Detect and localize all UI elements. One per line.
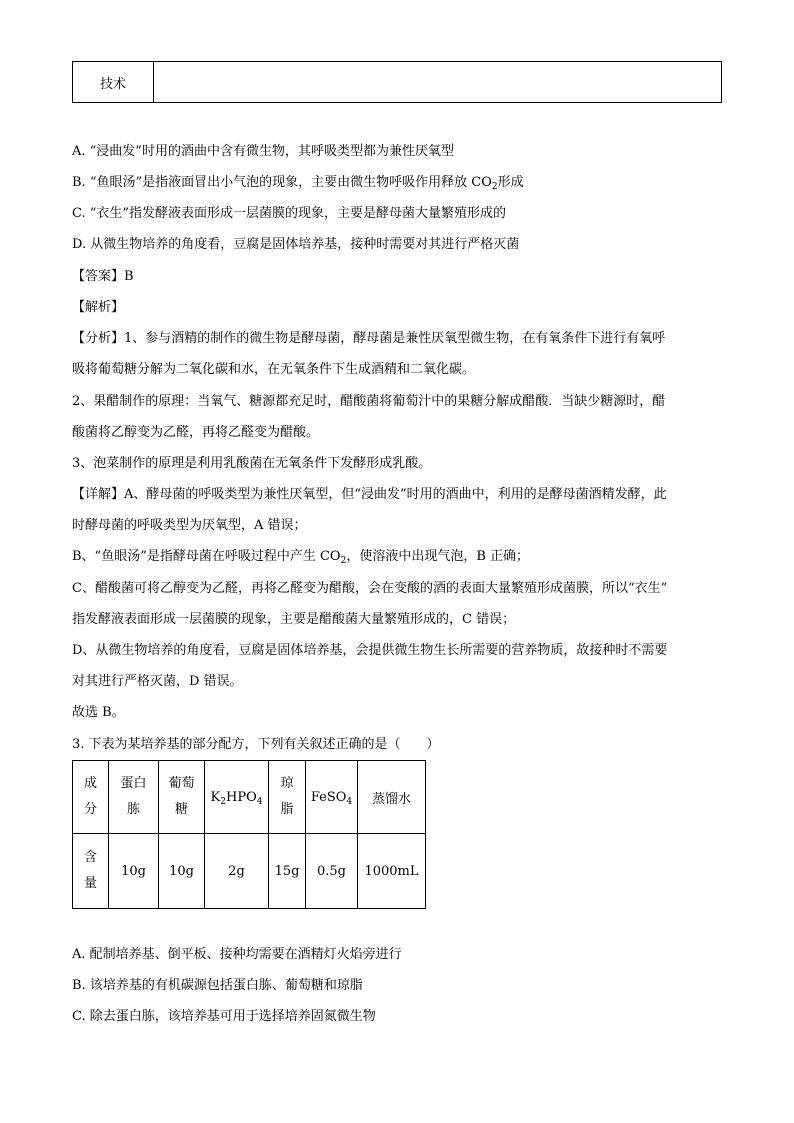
answer-label: 【答案】 — [72, 269, 125, 284]
q3-option-b: B. 该培养基的有机碳源包括蛋白胨、葡萄糖和琼脂 — [72, 978, 363, 993]
q2-option-a: A. “浸曲发”时用的酒曲中含有微生物，其呼吸类型都为兼性厌氧型 — [72, 144, 454, 159]
header-agar: 琼 脂 — [269, 761, 306, 834]
recipe-table — [72, 760, 426, 909]
amount-glucose: 10g — [159, 834, 205, 909]
detail-a-line1: 【详解】A、酵母菌的呼吸类型为兼性厌氧型，但“浸曲发”时用的酒曲中，利用的是酵母菌酒精发酵，此 — [72, 487, 667, 502]
amount-feso4: 0.5g — [306, 834, 358, 909]
q3-stem: 3. 下表为某培养基的部分配方，下列有关叙述正确的是（ ） — [72, 737, 440, 752]
header-peptone: 蛋白 胨 — [109, 761, 159, 834]
header-glucose: 葡萄 糖 — [159, 761, 205, 834]
amount-agar: 15g — [269, 834, 306, 909]
top-table-label: 技术 — [73, 62, 154, 103]
analysis-p1-line2: 吸将葡萄糖分解为二氧化碳和水，在无氧条件下生成酒精和二氧化碳。 — [72, 362, 476, 377]
row-label-amount: 含 量 — [73, 834, 109, 909]
top-table-content — [154, 62, 722, 103]
detail-d-line2: 对其进行严格灭菌，D 错误。 — [72, 674, 243, 689]
amount-peptone: 10g — [109, 834, 159, 909]
header-ingredient: 成 分 — [73, 761, 109, 834]
header-k2hpo4: $K_2HPO_4$ — [205, 761, 269, 834]
analysis-p2-line2: 酸菌将乙醇变为乙醛，再将乙醛变为醋酸。 — [72, 425, 320, 440]
q3-option-c: C. 除去蛋白胨，该培养基可用于选择培养固氮微生物 — [72, 1009, 376, 1024]
detail-d-line1: D、从微生物培养的角度看，豆腐是固体培养基，会提供微生物生长所需要的营养物质，故接种时不需要 — [72, 643, 668, 658]
analysis-p3: 3、泡菜制作的原理是利用乳酸菌在无氧条件下发酵形成乳酸。 — [72, 456, 432, 471]
recipe-header-row — [73, 761, 426, 834]
header-feso4: FeSO$_4$ — [306, 761, 358, 834]
header-water: 蒸馏水 — [358, 761, 426, 834]
amount-k2hpo4: 2g — [205, 834, 269, 909]
detail-c-line1: C、醋酸菌可将乙醇变为乙醛，再将乙醛变为醋酸，会在变酸的酒的表面大量繁殖形成菌膜，所以“衣生” — [72, 581, 668, 596]
analysis-p2-line1: 2、果醋制作的原理：当氧气、糖源都充足时，醋酸菌将葡萄汁中的果糖分解成醋酸．当缺少糖源时，醋 — [72, 394, 666, 409]
recipe-amount-row — [73, 834, 426, 909]
q2-option-d: D. 从微生物培养的角度看，豆腐是固体培养基，接种时需要对其进行严格灭菌 — [72, 237, 520, 252]
q2-option-c: C. “衣生”指发酵液表面形成一层菌膜的现象，主要是酵母菌大量繁殖形成的 — [72, 206, 507, 221]
detail-c-line2: 指发酵液表面形成一层菌膜的现象，主要是醋酸菌大量繁殖形成的，C 错误； — [72, 612, 516, 627]
analysis-p1-line1: 【分析】1、参与酒精的制作的微生物是酵母菌，酵母菌是兼性厌氧型微生物，在有氧条件下进行有氧呼 — [72, 331, 666, 346]
amount-water: 1000mL — [358, 834, 426, 909]
q3-option-a: A. 配制培养基、倒平板、接种均需要在酒精灯火焰旁进行 — [72, 947, 402, 962]
top-table — [72, 61, 722, 103]
analysis-label: 【解析】 — [72, 300, 125, 315]
q2-option-b: B. “鱼眼汤”是指液面冒出小气泡的现象，主要由微生物呼吸作用释放 $CO_2$形成 — [72, 175, 524, 192]
detail-a-line2: 时酵母菌的呼吸类型为厌氧型，A 错误； — [72, 518, 307, 533]
conclusion: 故选 B。 — [72, 705, 125, 720]
answer-value: B — [124, 269, 134, 284]
answer-line — [72, 268, 134, 286]
detail-b: B、“鱼眼汤”是指酵母菌在呼吸过程中产生 $CO_2$，使溶液中出现气泡，B 正确； — [72, 549, 530, 566]
